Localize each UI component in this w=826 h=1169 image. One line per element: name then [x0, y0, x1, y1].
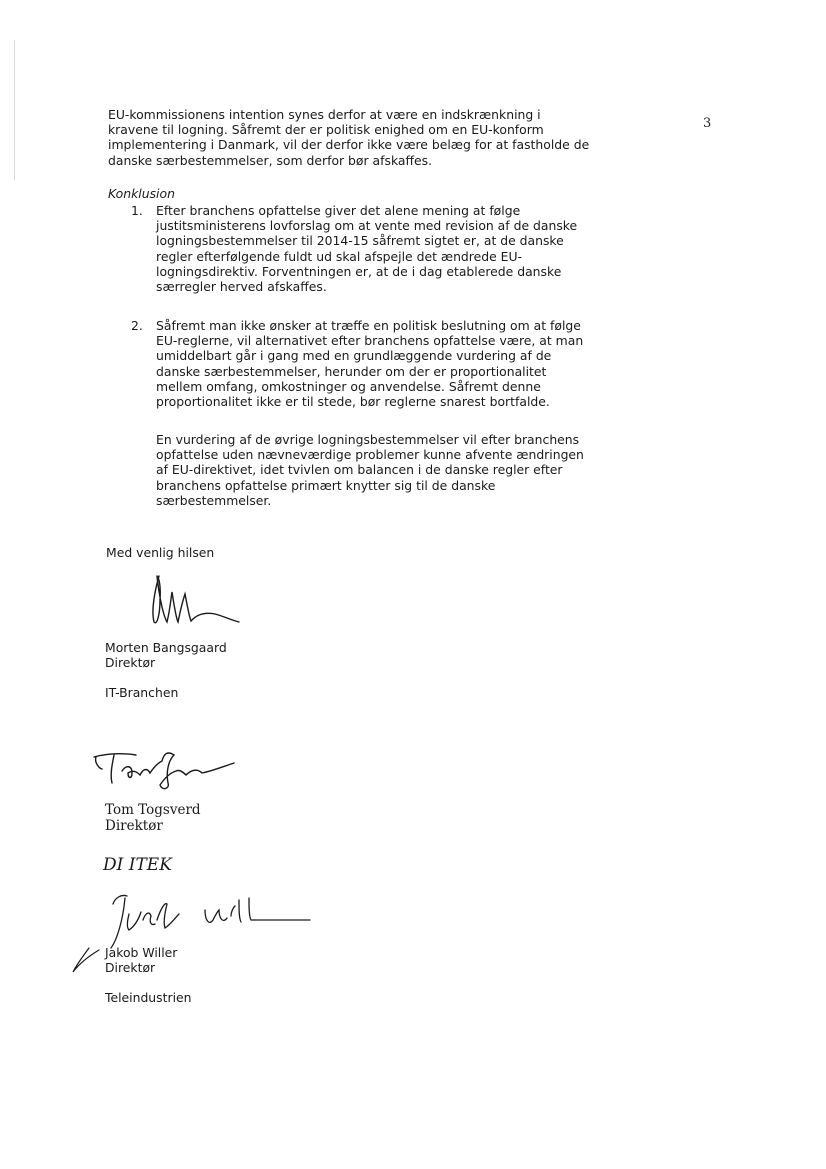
intro-line: implementering i Danmark, vil der derfor ikke være belæg for at fastholde de: [108, 137, 590, 153]
signature-tom-togsverd: [88, 745, 238, 795]
item-line: Efter branchens opfattelse giver det alene mening at følge: [156, 203, 521, 218]
signatory-title: Direktør: [105, 655, 156, 671]
scan-edge-mark: [14, 40, 15, 180]
item-line: af EU-direktivet, idet tvivlen om balancen i de danske regler efter: [156, 462, 563, 478]
item-line: opfattelse uden nævneværdige problemer kunne afvente ændringen: [156, 447, 584, 463]
conclusion-heading: Konklusion: [108, 186, 175, 201]
item-line: mellem omfang, omkostninger og anvendelse. Såfremt denne: [156, 378, 541, 394]
item-line: særregler herved afskaffes.: [156, 279, 327, 295]
signature-morten-bangsgaard: [145, 570, 245, 630]
item-line: En vurdering af de øvrige logningsbestemmelser vil efter branchens: [156, 432, 580, 447]
intro-paragraph: [108, 107, 638, 168]
item-body: [156, 318, 636, 409]
signatory-1: [105, 640, 227, 701]
item-number: 2.: [131, 318, 143, 333]
signatory-organization: DI ITEK: [103, 855, 172, 875]
item-line: Såfremt man ikke ønsker at træffe en politisk beslutning om at følge: [156, 318, 581, 333]
item-line: justitsministerens lovforslag om at vente med revision af de danske: [156, 218, 578, 234]
signatory-name: Morten Bangsgaard: [105, 640, 227, 655]
intro-line: danske særbestemmelser, som derfor bør afskaffes.: [108, 152, 433, 168]
item-line: logningsbestemmelser til 2014-15 såfremt sigtet er, at de danske: [156, 233, 564, 249]
signatory-3: [105, 945, 192, 1006]
closing-greeting: Med venlig hilsen: [106, 545, 215, 560]
signatory-title: Direktør: [105, 818, 163, 834]
signatory-organization: IT-Branchen: [105, 685, 179, 701]
signatory-2: [105, 802, 201, 834]
item-line: EU-reglerne, vil alternativet efter branchens opfattelse være, at man: [156, 333, 584, 349]
item-number: 1.: [131, 203, 143, 218]
item-line: danske særbestemmelser, herunder om der er proportionalitet: [156, 363, 547, 379]
item-body: [156, 203, 636, 294]
signatory-organization: Teleindustrien: [105, 990, 192, 1006]
intro-line: kravene til logning. Såfremt der er politisk enighed om en EU-konform: [108, 122, 544, 138]
signatory-name: Tom Togsverd: [105, 802, 201, 818]
item-paragraph-2: [156, 432, 636, 508]
item-line: proportionalitet ikke er til stede, bør reglerne snarest bortfalde.: [156, 394, 550, 410]
signatory-name: Jakob Willer: [105, 945, 178, 960]
item-line: branchens opfattelse primært knytter sig til de danske: [156, 477, 496, 493]
item-line: regler efterfølgende fuldt ud skal afspejle det ændrede EU-: [156, 248, 523, 264]
item-line: særbestemmelser.: [156, 492, 272, 508]
page-number: 3: [703, 116, 712, 131]
intro-line: EU-kommissionens intention synes derfor at være en indskrænkning i: [108, 107, 541, 122]
item-line: logningsdirektiv. Forventningen er, at de i dag etablerede danske: [156, 263, 562, 279]
item-line: umiddelbart går i gang med en grundlæggende vurdering af de: [156, 348, 552, 364]
signatory-title: Direktør: [105, 960, 156, 976]
